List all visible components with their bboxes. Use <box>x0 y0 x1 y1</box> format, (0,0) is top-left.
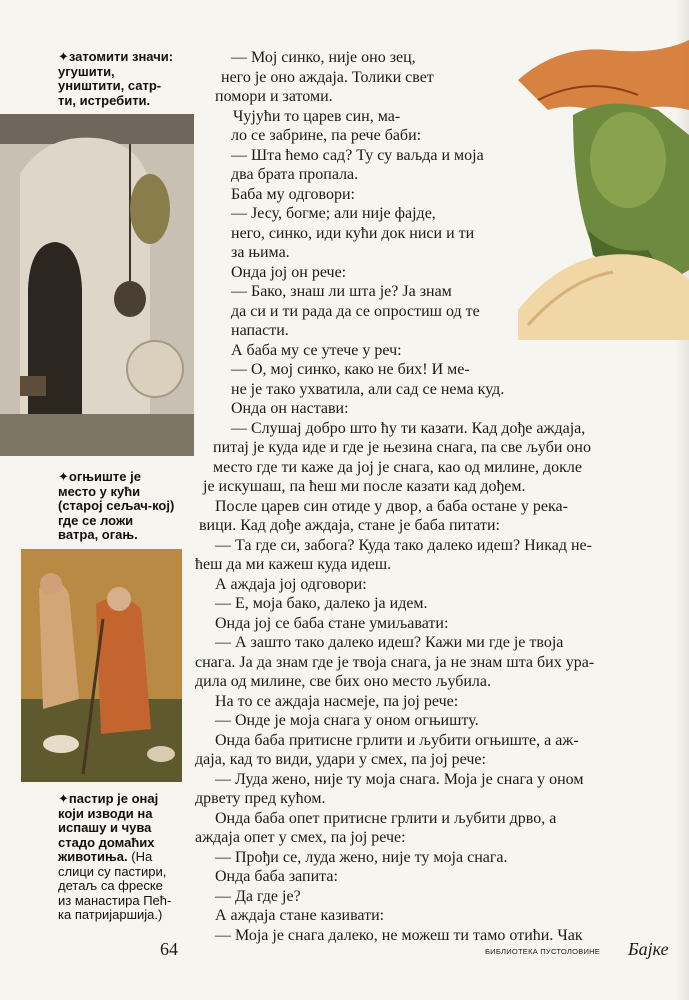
story-line: вици. Кад дође аждаја, стане је баба питати: <box>199 517 500 534</box>
glossary-term: ✦огњиште <box>58 469 127 484</box>
story-line: даја, кад то види, удари у смех, па јој рече: <box>195 751 486 768</box>
story-line: је искушаш, па ћеш ми после казати кад дођем. <box>203 478 526 495</box>
story-line: помори и затоми. <box>215 88 333 105</box>
story-line: Онда он настави: <box>231 400 349 417</box>
series-name: БИБЛИОТЕКА ПУСТОЛОВИНЕ <box>485 947 601 956</box>
story-line: А баба му се утече у реч: <box>231 341 402 359</box>
fresco-illustration <box>21 549 182 782</box>
story-line: ло се забрине, па рече баби: <box>231 127 422 144</box>
story-line: Чујући то царев син, ма- <box>233 107 401 125</box>
glossary-definition: значи: угушити, уништити, сатр-ти, истребити. <box>58 49 174 108</box>
story-line: — Та где си, забога? Куда тако далеко идеш? Никад не- <box>215 536 592 554</box>
story-line: снага. Ја да знам где је твоја снага, ја не знам шта бих ура- <box>195 653 595 671</box>
story-line: — О, мој синко, како не бих! И ме- <box>231 361 470 378</box>
story-line: — А зашто тако далеко идеш? Кажи ми где је твоја <box>215 634 564 651</box>
hearth-photo-illustration <box>0 114 194 456</box>
story-line: — Мој синко, није оно зец, <box>231 49 416 66</box>
story-line: — Е, моја бако, далеко ја идем. <box>215 595 428 612</box>
glossary-caption: (На слици су пастири, детаљ са фреске из манастира Пећ-ка патријаршија.) <box>58 849 172 922</box>
story-line: аждаја опет у смех, па јој рече: <box>195 829 406 846</box>
story-line: Онда баба опет притисне грлити и љубити дрво, а <box>215 809 557 827</box>
story-line: ћеш да ми кажеш куда идеш. <box>195 556 392 573</box>
story-line: него, синко, иди кући док ниси и ти <box>231 224 475 242</box>
glossary-term: ✦пастир <box>58 791 114 806</box>
story-line: После царев син отиде у двор, а баба остане у река- <box>215 497 568 515</box>
story-line: — Моја је снага далеко, не можеш ти тамо отићи. Чак <box>215 926 583 944</box>
story-line: — Бако, знаш ли шта је? Ја знам <box>231 283 452 300</box>
story-line: — Да где је? <box>215 887 301 905</box>
story-line: нeго је оно аждаја. Толики свет <box>221 68 434 86</box>
story-line: — Луда жено, није ту моја снага. Моја је снага у оном <box>215 770 584 788</box>
story-line: за њима. <box>231 244 290 261</box>
glossary-note-pastir <box>58 792 178 923</box>
story-line: — Јесу, богме; али није фајде, <box>231 205 436 222</box>
story-line: два брата пропала. <box>231 166 359 183</box>
story-line: А аждаја јој одговори: <box>215 575 367 593</box>
story-line: место где ти каже да јој је снага, као од милине, докле <box>213 458 582 476</box>
story-line: — Шта ћемо сад? Ту су ваљда и моја <box>231 146 484 164</box>
glossary-term: ✦затомити <box>58 49 129 64</box>
story-line: питај је куда иде и где је њезина снага, па све љуби оно <box>213 439 591 456</box>
story-line: — Прођи се, луда жено, није ту моја снага. <box>215 848 508 866</box>
story-line: Онда јој се баба стане умиљавати: <box>215 614 449 632</box>
series-brand: Бајке <box>628 939 669 959</box>
story-line: дрвету пред кућом. <box>195 790 326 807</box>
story-line: да си и ти рада да се опростиш од те <box>231 302 480 320</box>
dragon-drawing <box>518 40 689 340</box>
story-line: Онда баба запита: <box>215 868 338 885</box>
hearth-photo <box>0 114 194 456</box>
glossary-definition: је место у кући (старој сељач-кој) где се ложи ватра, огањ. <box>58 469 175 542</box>
story-line: На то се аждаја насмеје, па јој рече: <box>215 692 459 710</box>
story-line: — Слушај добро што ћу ти казати. Кад дође аждаја, <box>231 419 586 437</box>
story-line: не је тако ухватила, али сад се нема куд. <box>231 380 505 398</box>
dragon-illustration <box>518 40 689 340</box>
story-line: Онда баба притисне грлити и љубити огњиште, а аж- <box>215 731 579 749</box>
story-line: напасти. <box>231 322 289 339</box>
story-line: — Онде је моја снага у оном огњишту. <box>215 712 479 729</box>
glossary-definition: је онај који изводи на испашу и чува стадо домаћих животиња. <box>58 791 159 864</box>
page-number: 64 <box>160 939 178 959</box>
glossary-note-ognjiste <box>58 470 176 543</box>
story-line: Онда јој он рече: <box>231 263 347 281</box>
story-line: Баба му одговори: <box>231 185 355 203</box>
story-line: дила од милине, све бих оно место љубила. <box>195 673 492 690</box>
glossary-note-zatomiti <box>58 50 176 108</box>
shepherds-fresco-image <box>21 549 182 782</box>
story-line: А аждаја стане казивати: <box>215 907 385 924</box>
